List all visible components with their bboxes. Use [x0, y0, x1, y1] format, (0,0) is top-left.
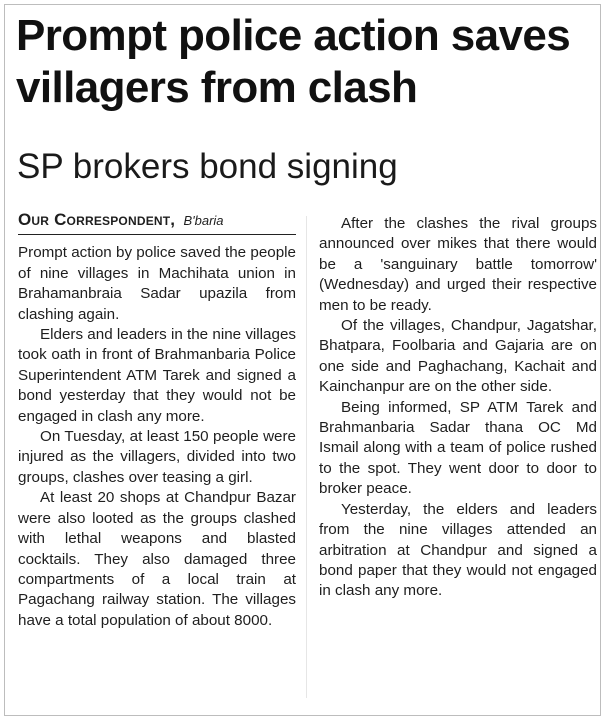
- paragraph-8: Yesterday, the elders and leaders from the nine villages attended an arbitration at Chandpur and signed a bond paper that they would not engaged in clash any more.: [319, 500, 597, 600]
- column-left: [18, 210, 296, 631]
- headline: Prompt police action saves villagers from clash: [16, 11, 571, 112]
- subheadline: SP brokers bond signing: [17, 147, 398, 186]
- byline-location: B'baria: [183, 213, 224, 228]
- paragraph-6: Of the villages, Chandpur, Jagatshar, Bhatpara, Foolbaria and Gajaria are on one side and Paghachang, Kachait and Kainchanpur are on the other side.: [319, 317, 597, 396]
- paragraph-5: After the clashes the rival groups announced over mikes that there would be a 'sanguinary battle tomorrow' (Wednesday) and urged their respective men to be ready.: [319, 215, 597, 314]
- paragraph-1: Prompt action by police saved the people of nine villages in Machihata union in Brahamanbraia Sadar upazila from clashing again.: [18, 244, 296, 323]
- paragraph-7: Being informed, SP ATM Tarek and Brahmanbaria Sadar thana OC Md Ismail along with a team of police rushed to the spot. They went door to door to broker peace.: [319, 398, 597, 498]
- paragraph-3: On Tuesday, at least 150 people were injured as the villagers, divided into two groups, clashes over teasing a girl.: [18, 428, 296, 486]
- column-divider: [306, 216, 307, 698]
- paragraph-2: Elders and leaders in the nine villages took oath in front of Brahmanbaria Police Superintendent ATM Tarek and signed a bond yesterday that they would not be engaged in clash any more.: [18, 326, 296, 425]
- column-right: [319, 214, 597, 602]
- byline-author: Our Correspondent,: [18, 210, 176, 229]
- byline: [18, 210, 296, 235]
- paragraph-4: At least 20 shops at Chandpur Bazar were also looted as the groups clashed with lethal weapons and blasted cocktails. They also damaged three compartments of a local train at Pagachang railway station. The villages have a total population of about 8000.: [18, 489, 296, 629]
